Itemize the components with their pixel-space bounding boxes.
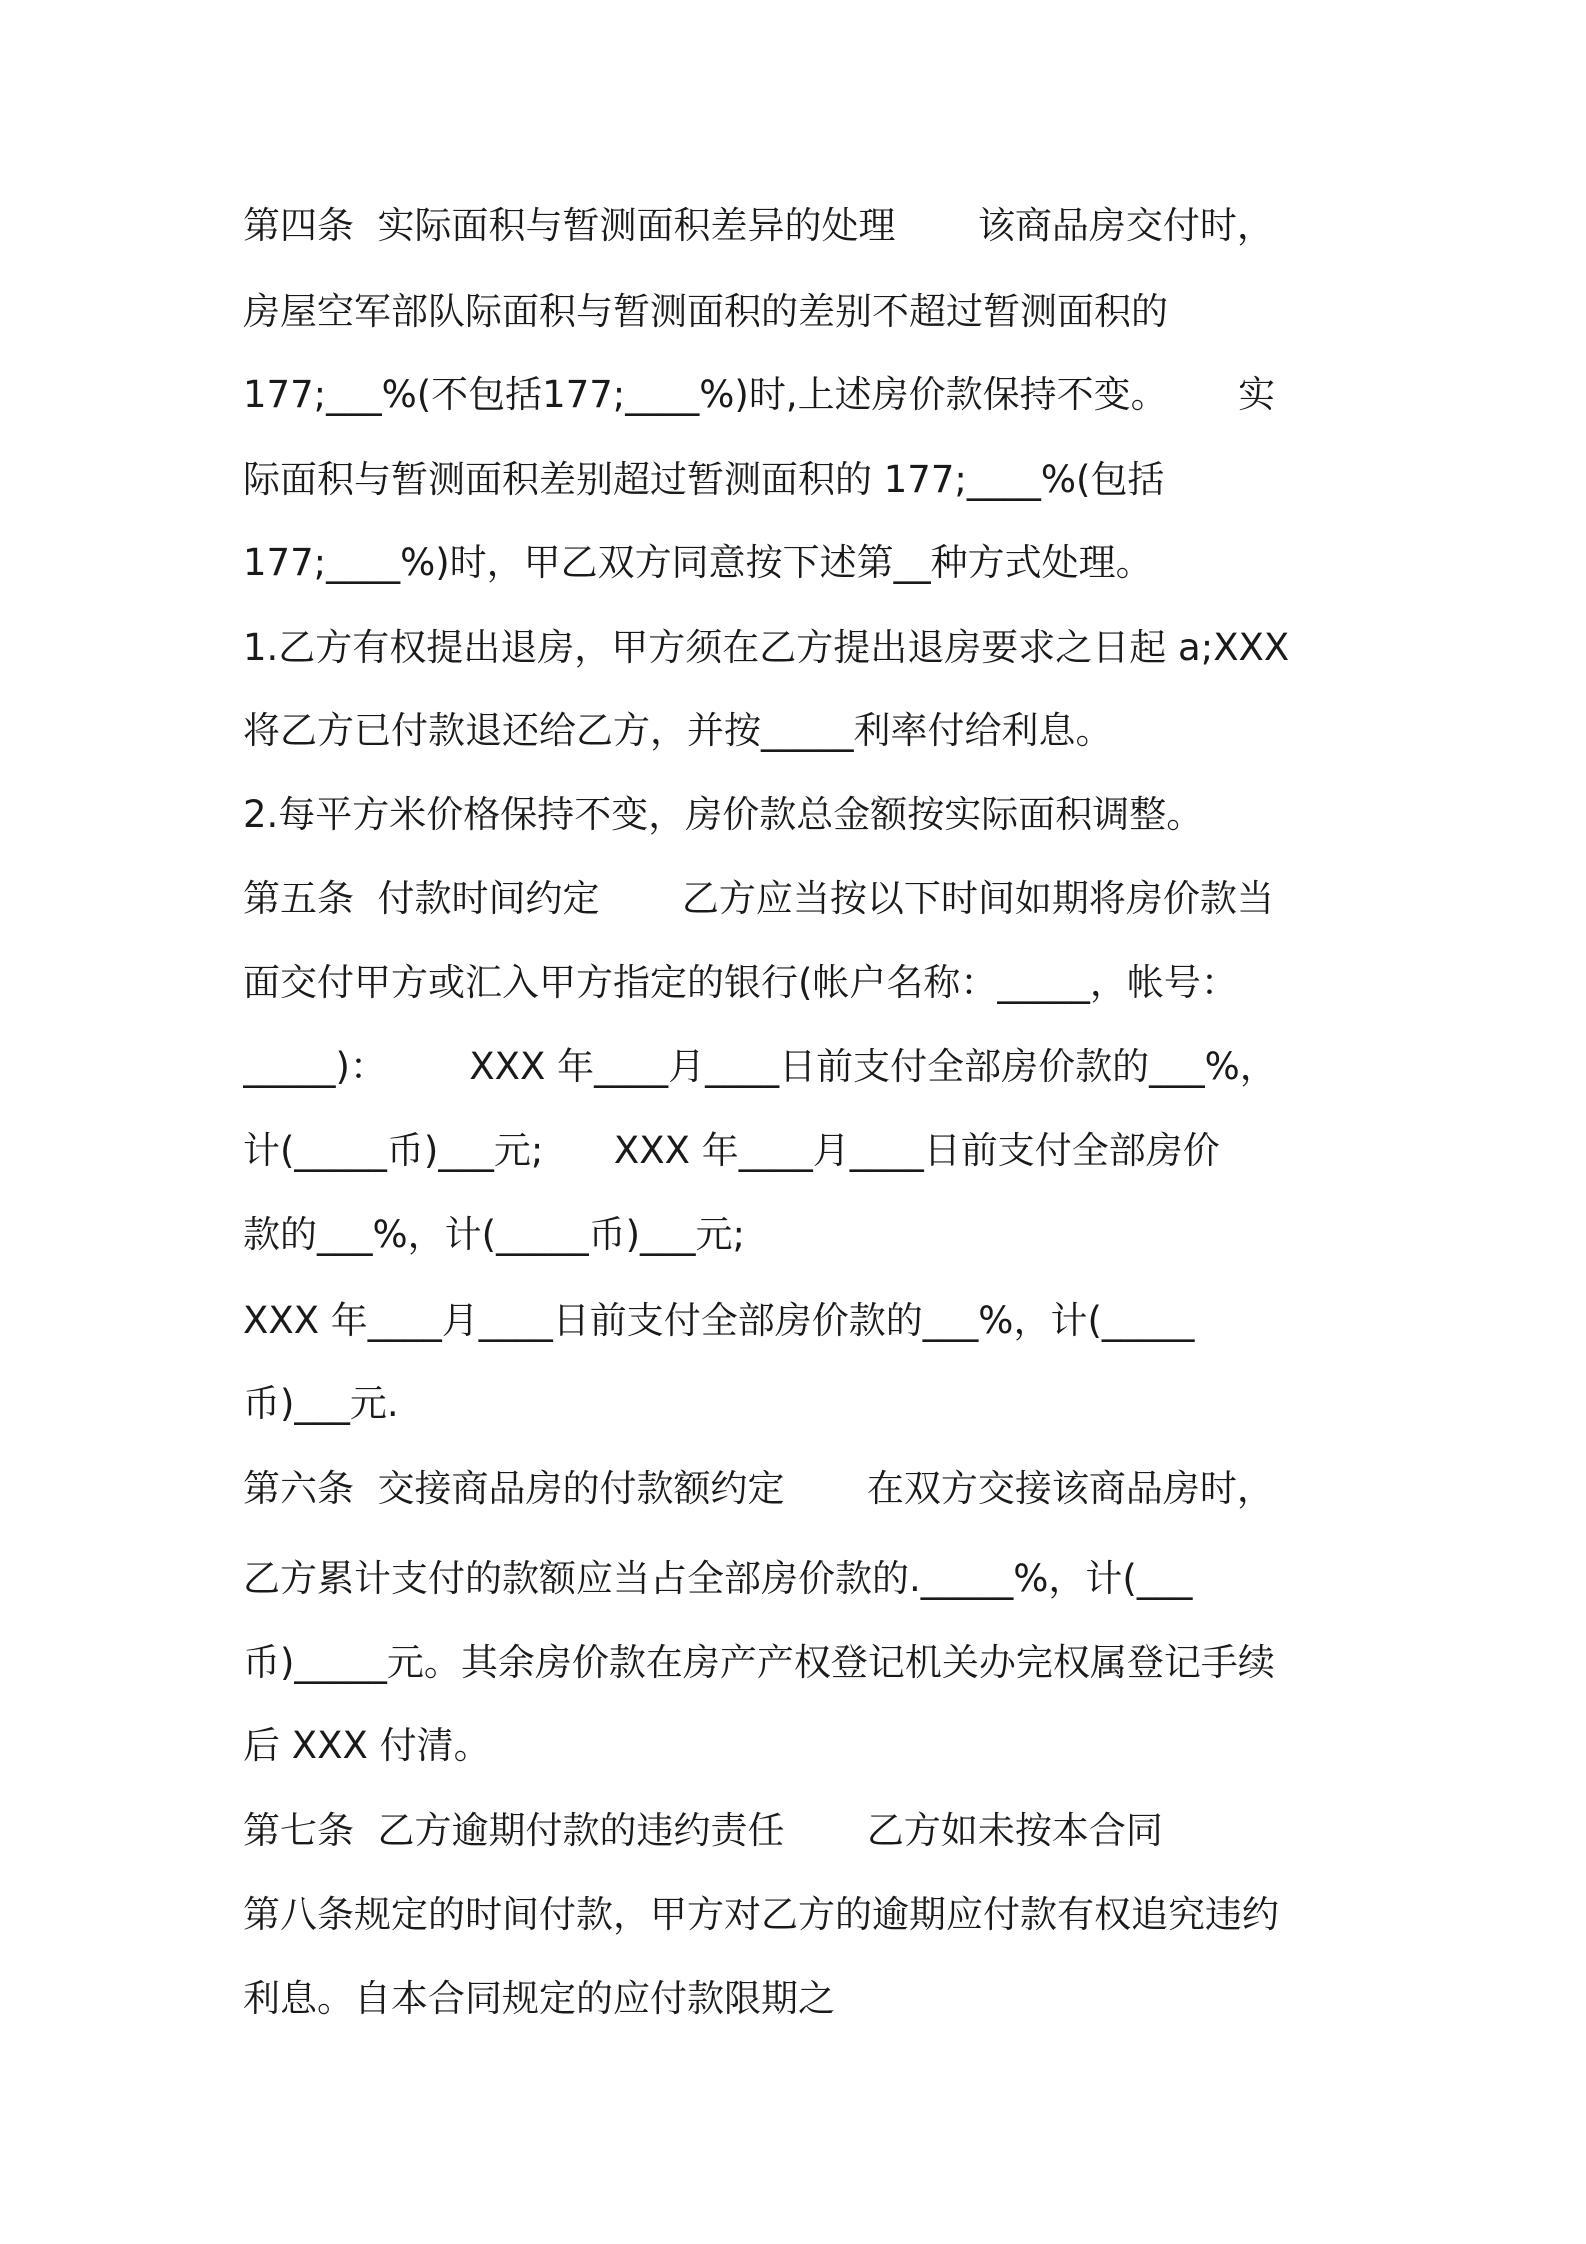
text-line: 1.乙方有权提出退房，甲方须在乙方提出退房要求之日起 a;XXX [243, 626, 1290, 669]
text-line: 177;___%(不包括177;____%)时,上述房价款保持不变。 实 [243, 373, 1276, 416]
text-line: 计(_____币)___元; XXX 年____月____日前支付全部房价 [243, 1129, 1220, 1172]
text-line: 面交付甲方或汇入甲方指定的银行(帐户名称：_____，帐号： [243, 961, 1238, 1004]
text-line: 第五条 付款时间约定 乙方应当按以下时间如期将房价款当 [243, 877, 1274, 920]
text-line: 乙方累计支付的款额应当占全部房价款的._____%，计(___ [243, 1557, 1193, 1600]
text-line: 房屋空军部队际面积与暂测面积的差别不超过暂测面积的 [243, 290, 1168, 333]
text-line: _____)： XXX 年____月____日前支付全部房价款的___%， [243, 1045, 1277, 1088]
text-line: XXX 年____月____日前支付全部房价款的___%，计(_____ [243, 1299, 1195, 1342]
text-line: 第四条 实际面积与暂测面积差异的处理 该商品房交付时， [243, 204, 1274, 247]
text-line: 第八条规定的时间付款，甲方对乙方的逾期应付款有权追究违约 [243, 1893, 1279, 1936]
text-line: 币)___元. [243, 1382, 399, 1425]
text-line: 第六条 交接商品房的付款额约定 在双方交接该商品房时， [243, 1467, 1274, 1510]
text-line: 2.每平方米价格保持不变，房价款总金额按实际面积调整。 [243, 793, 1204, 836]
text-line: 际面积与暂测面积差别超过暂测面积的 177;____%(包括 [243, 458, 1165, 501]
text-line: 将乙方已付款退还给乙方，并按_____利率付给利息。 [243, 709, 1113, 752]
text-line: 利息。自本合同规定的应付款限期之 [243, 1977, 835, 2020]
text-line: 177;____%)时，甲乙双方同意按下述第__种方式处理。 [243, 541, 1153, 584]
text-line: 后 XXX 付清。 [243, 1724, 491, 1767]
text-line: 第七条 乙方逾期付款的违约责任 乙方如未按本合同 [243, 1809, 1163, 1852]
text-line: 币)_____元。其余房价款在房产产权登记机关办完权属登记手续 [243, 1641, 1275, 1684]
text-line: 款的___%，计(_____币)___元; [243, 1213, 745, 1256]
